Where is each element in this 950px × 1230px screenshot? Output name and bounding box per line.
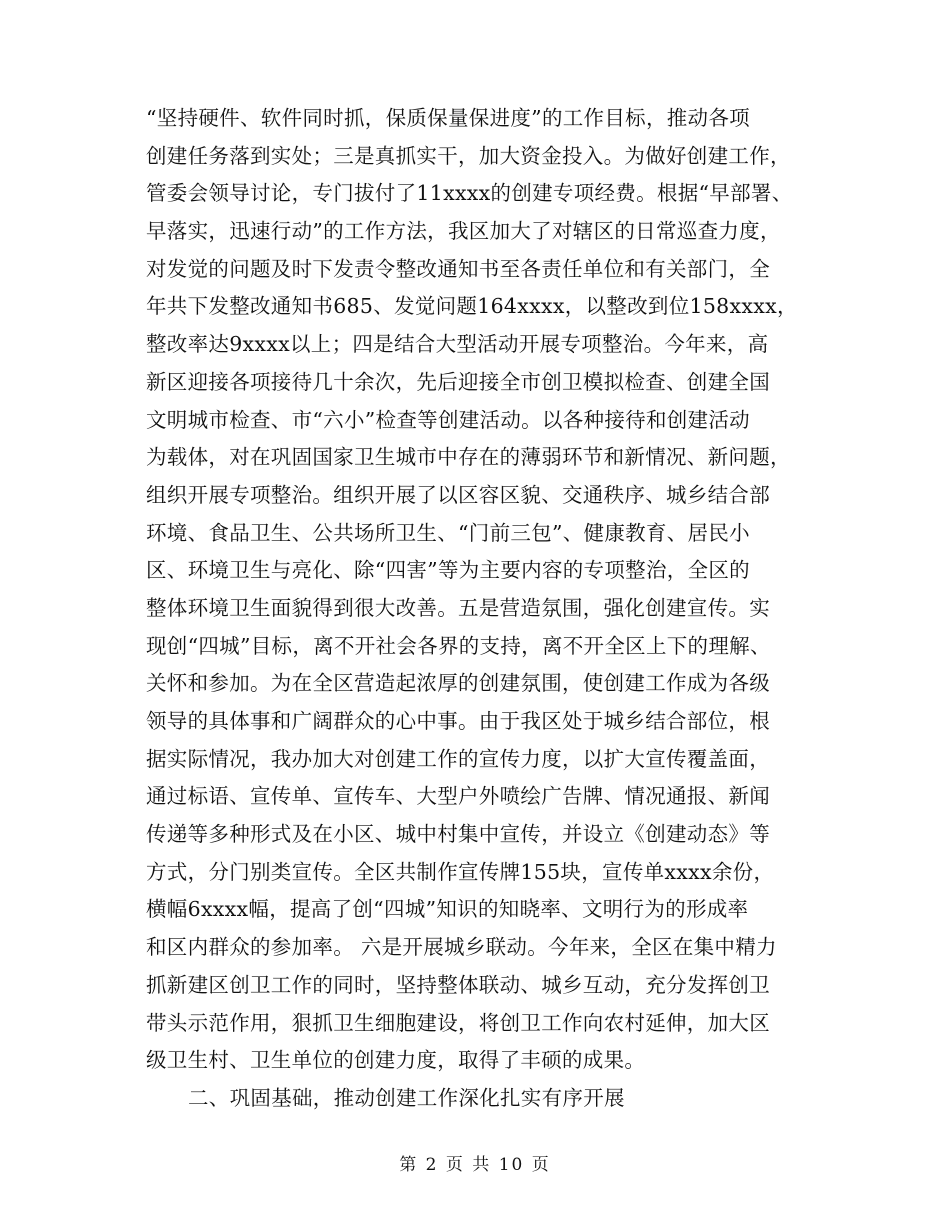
paragraph-line: 区、环境卫生与亮化、除“四害”等为主要内容的专项整治，全区的 (146, 558, 750, 583)
paragraph-line: 整体环境卫生面貌得到很大改善。五是营造氛围，强化创建宣传。实 (146, 595, 770, 620)
paragraph-line: 文明城市检查、市“六小”检查等创建活动。以各种接待和创建活动 (146, 407, 750, 432)
paragraph-line: 为载体，对在巩固国家卫生城市中存在的薄弱环节和新情况、新问题， (146, 445, 791, 470)
paragraph-line: 创建任务落到实处；三是真抓实干，加大资金投入。为做好创建工作， (146, 143, 791, 168)
paragraph-line: 早落实，迅速行动”的工作方法，我区加大了对辖区的日常巡查力度， (146, 219, 781, 244)
paragraph-line: 横幅6xxxx幅，提高了创“四城”知识的知晓率、文明行为的形成率 (146, 897, 749, 922)
paragraph-line: 环境、食品卫生、公共场所卫生、“门前三包”、健康教育、居民小 (146, 520, 750, 545)
paragraph-line: 方式，分门别类宣传。全区共制作宣传牌155块，宣传单xxxx余份， (146, 859, 775, 884)
paragraph-line: 整改率达9xxxx以上；四是结合大型活动开展专项整治。今年来，高 (146, 332, 769, 357)
section-heading: 二、巩固基础，推动创建工作深化扎实有序开展 (188, 1085, 625, 1110)
paragraph-line: 对发觉的问题及时下发责令整改通知书至各责任单位和有关部门，全 (146, 256, 770, 281)
paragraph-line: 关怀和参加。为在全区营造起浓厚的创建氛围，使创建工作成为各级 (146, 671, 770, 696)
paragraph-line: 传递等多种形式及在小区、城中村集中宣传，并设立《创建动态》等 (146, 822, 770, 847)
footer-total-pages: 10 (498, 1155, 525, 1175)
footer-end-label: 页 (531, 1155, 551, 1175)
paragraph-line: 据实际情况，我办加大对创建工作的宣传力度，以扩大宣传覆盖面， (146, 746, 770, 771)
paragraph-line: 级卫生村、卫生单位的创建力度，取得了丰硕的成果。 (146, 1048, 646, 1073)
footer-of-label: 页 共 (445, 1155, 492, 1175)
paragraph-line: 领导的具体事和广阔群众的心中事。由于我区处于城乡结合部位，根 (146, 709, 770, 733)
body-text (146, 100, 846, 1118)
paragraph-line: 组织开展专项整治。组织开展了以区容区貌、交通秩序、城乡结合部 (146, 482, 770, 507)
paragraph-line: 现创“四城”目标，离不开社会各界的支持，离不开全区上下的理解、 (146, 633, 771, 658)
paragraph-line: 新区迎接各项接待几十余次，先后迎接全市创卫模拟检查、创建全国 (146, 369, 770, 394)
paragraph-line: 抓新建区创卫工作的同时，坚持整体联动、城乡互动，充分发挥创卫 (146, 972, 770, 997)
paragraph-line: 管委会领导讨论，专门拔付了11xxxx的创建专项经费。根据“早部署、 (146, 181, 793, 206)
footer-current-page: 2 (425, 1155, 439, 1175)
footer-page-label: 第 (399, 1155, 419, 1175)
paragraph-line: 通过标语、宣传单、宣传车、大型户外喷绘广告牌、情况通报、新闻 (146, 784, 770, 809)
paragraph-line: “坚持硬件、软件同时抓，保质保量保进度”的工作目标，推动各项 (146, 106, 750, 130)
page-footer (0, 1150, 950, 1175)
paragraph-line: 和区内群众的参加率。 六是开展城乡联动。今年来，全区在集中精力 (146, 935, 777, 960)
paragraph-line: 带头示范作用，狠抓卫生细胞建设，将创卫工作向农村延伸，加大区 (146, 1010, 770, 1035)
paragraph-line: 年共下发整改通知书685、发觉问题164xxxx，以整改到位158xxxx， (146, 294, 798, 319)
